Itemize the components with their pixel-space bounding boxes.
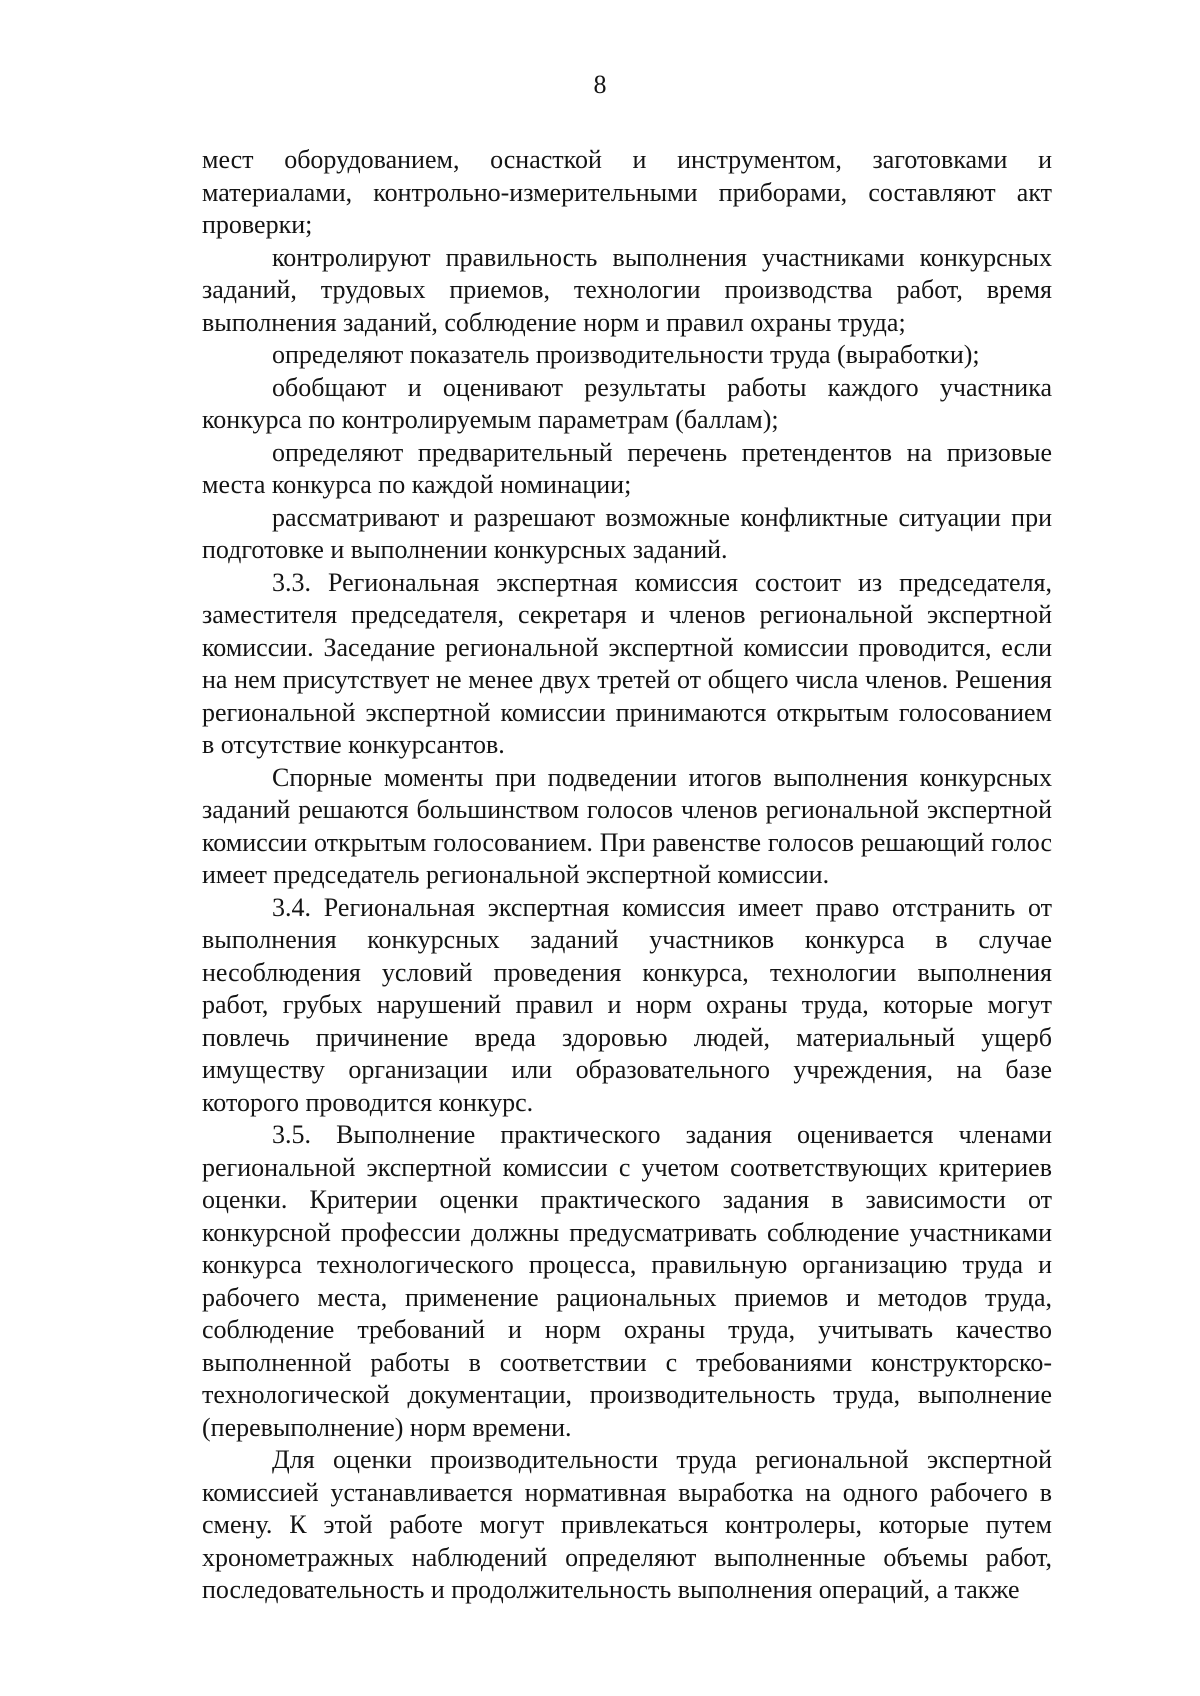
page-number: 8 bbox=[593, 70, 607, 99]
paragraph: обобщают и оценивают результаты работы каждого участника конкурса по контролируемым параметрам (баллам); bbox=[202, 372, 1052, 434]
paragraph: рассматривают и разрешают возможные конфликтные ситуации при подготовке и выполнении конкурсных заданий. bbox=[202, 502, 1052, 564]
paragraph: контролируют правильность выполнения участниками конкурсных заданий, трудовых приемов, технологии производства работ, время выполнения заданий, соблюдение норм и правил охраны труда; bbox=[202, 242, 1052, 337]
paragraph: Спорные моменты при подведении итогов выполнения конкурсных заданий решаются большинством голосов членов региональной экспертной комиссии открытым голосованием. При равенстве голосов решающий голос имеет председатель региональной экспертной комиссии. bbox=[202, 762, 1052, 889]
paragraph: Для оценки производительности труда региональной экспертной комиссией устанавливается нормативная выработка на одного рабочего в смену. К этой работе могут привлекаться контролеры, которые путем хронометражных наблюдений определяют выполненные объемы работ, последовательность и продолжительность выполнения операций, а также bbox=[202, 1445, 1052, 1604]
paragraph: определяют показатель производительности труда (выработки); bbox=[272, 340, 980, 369]
paragraph: 3.5. Выполнение практического задания оценивается членами региональной экспертной комиссии с учетом соответствующих критериев оценки. Критерии оценки практического задания в зависимости от конкурсной профессии должны предусматривать соблюдение участниками конкурса технологического процесса, правильную организацию труда и рабочего места, применение рациональных приемов и методов труда, соблюдение требований и норм охраны труда, учитывать качество выполненной работы в соответствии с требованиями конструкторско-технологической документации, производительность труда, выполнение (перевыполнение) норм времени. bbox=[202, 1120, 1052, 1442]
paragraph: мест оборудованием, оснасткой и инструментом, заготовками и материалами, контрольно-измерительными приборами, составляют акт проверки; bbox=[202, 145, 1052, 239]
paragraph: определяют предварительный перечень претендентов на призовые места конкурса по каждой номинации; bbox=[202, 437, 1052, 499]
paragraph: 3.4. Региональная экспертная комиссия имеет право отстранить от выполнения конкурсных заданий участников конкурса в случае несоблюдения условий проведения конкурса, технологии выполнения работ, грубых нарушений правил и норм охраны труда, которые могут повлечь причинение вреда здоровью людей, материальный ущерб имуществу организации или образовательного учреждения, на базе которого проводится конкурс. bbox=[202, 892, 1052, 1117]
document-body bbox=[202, 144, 1052, 1607]
paragraph: 3.3. Региональная экспертная комиссия состоит из председателя, заместителя председателя, секретаря и членов региональной экспертной комиссии. Заседание региональной экспертной комиссии проводится, если на нем присутствует не менее двух третей от общего числа членов. Решения региональной экспертной комиссии принимаются открытым голосованием в отсутствие конкурсантов. bbox=[202, 567, 1052, 759]
